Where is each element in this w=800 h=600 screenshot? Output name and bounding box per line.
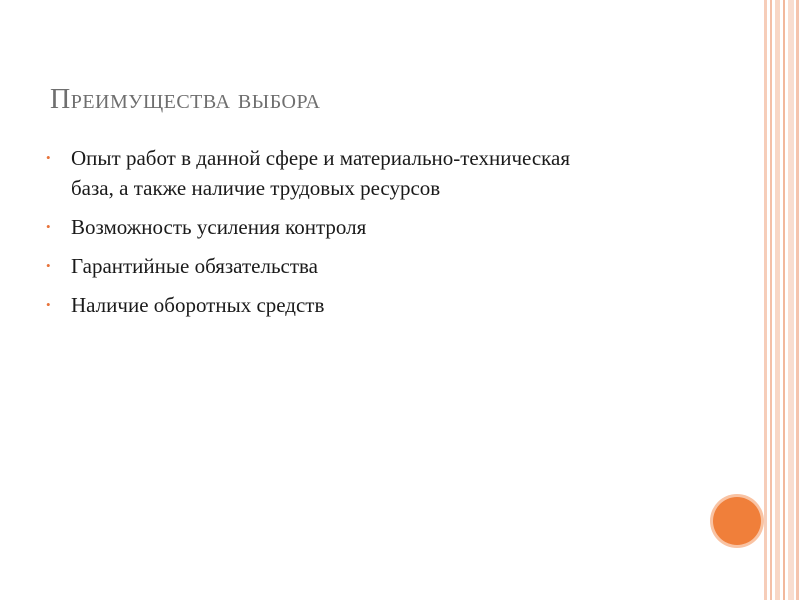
bullet-icon: • (46, 219, 51, 234)
bullet-text: Опыт работ в данной сфере и материально-техническая база, а также наличие трудовых ресурсов (71, 146, 571, 200)
bullet-text: Наличие оборотных средств (71, 293, 325, 317)
decorative-stripes (764, 0, 800, 600)
bullet-item (46, 251, 606, 281)
bullet-text: Гарантийные обязательства (71, 254, 318, 278)
bullet-item (46, 290, 606, 320)
slide-title: Преимущества выбора (50, 84, 321, 115)
decorative-circle (713, 497, 761, 545)
bullet-item (46, 143, 606, 203)
bullet-list (46, 143, 606, 320)
bullet-icon: • (46, 150, 51, 165)
bullet-icon: • (46, 258, 51, 273)
bullet-text: Возможность усиления контроля (71, 215, 367, 239)
bullet-item (46, 212, 606, 242)
bullet-icon: • (46, 297, 51, 312)
slide-content (46, 143, 606, 329)
